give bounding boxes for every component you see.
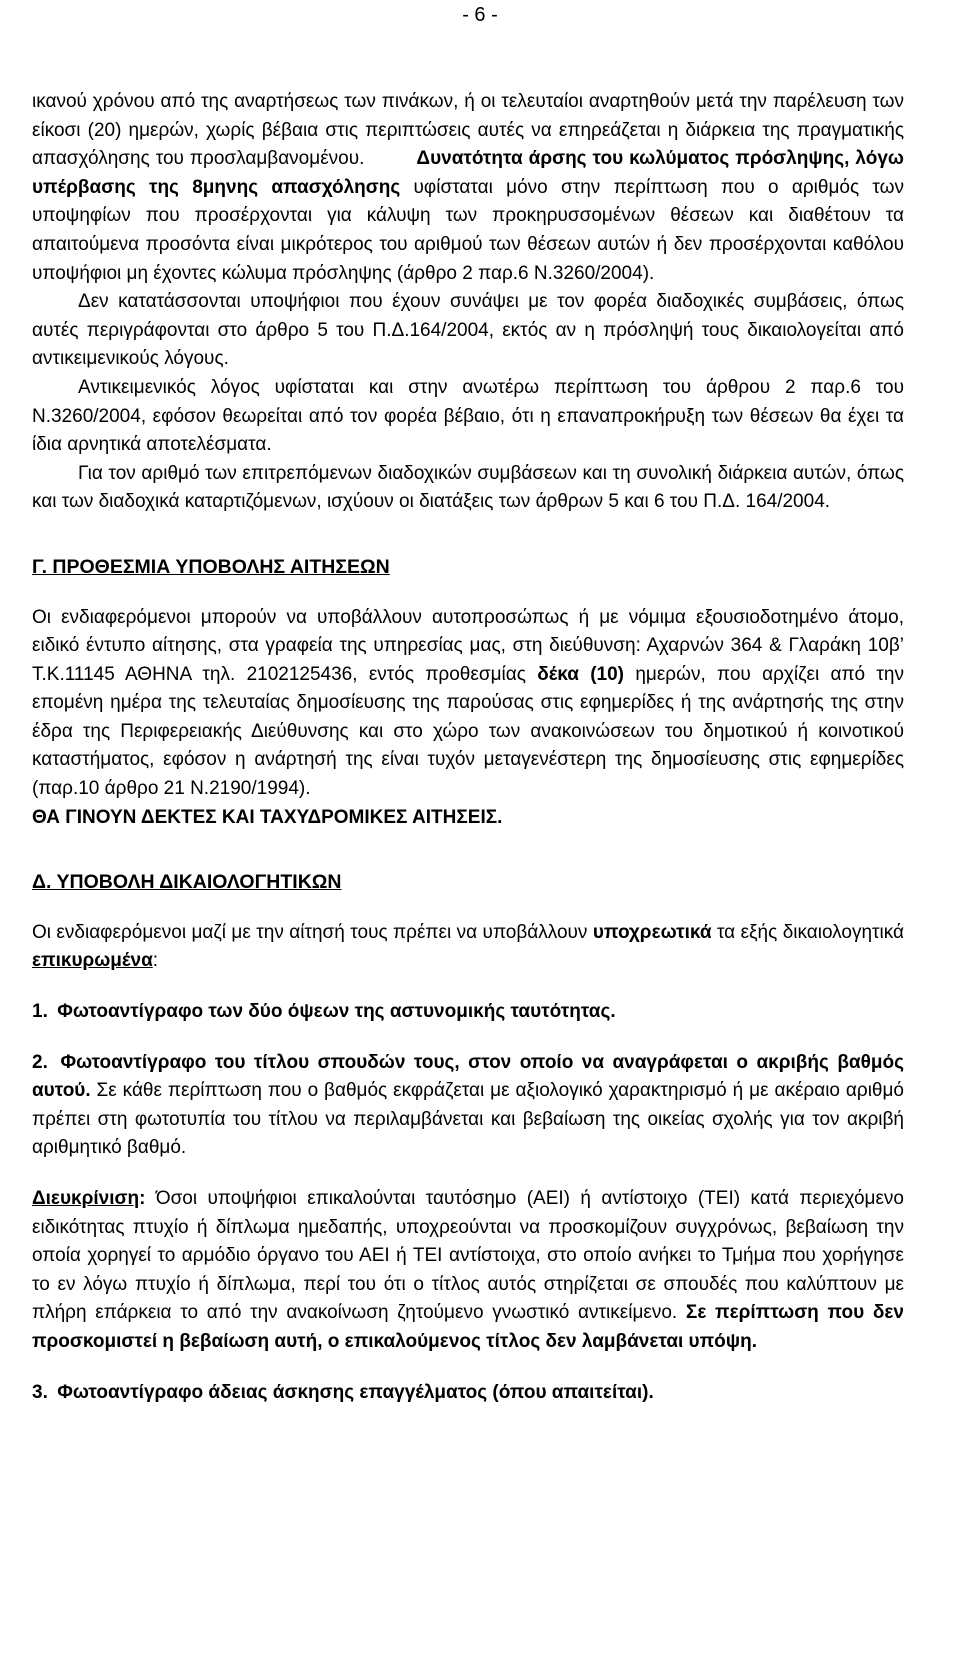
paragraph-text: Σε κάθε περίπτωση που ο βαθμός εκφράζεται με αξιολογικό χαρακτηρισμό ή με ακέραιο αριθμό πρέπει στη φωτοτυπία του τίτλου να περιλαμβάνεται και βεβαίωση της οικείας σχολής για τον ακριβή αριθμητικό βαθμό. (32, 1080, 904, 1159)
paragraph-text: ικανού χρόνου από της αναρτήσεως των πινάκων, ή οι τελευταίοι αναρτηθούν μετά την παρέλευση των είκοσι (20) ημερών, χωρίς βέβαια στις περιπτώσεις αυτές να επηρεάζεται η διάρκεια της πραγματικής απασχόλησης του προσλαμβανομένου. (32, 91, 904, 170)
list-item-text: Φωτοαντίγραφο άδειας άσκησης επαγγέλματος (όπου απαιτείται). (57, 1381, 654, 1403)
postal-applications-notice: ΘΑ ΓΙΝΟΥΝ ΔΕΚΤΕΣ ΚΑΙ ΤΑΧΥΔΡΟΜΙΚΕΣ ΑΙΤΗΣΕΙΣ. (32, 806, 503, 828)
paragraph-objective-reason: Αντικειμενικός λόγος υφίσταται και στην ανωτέρω περίπτωση του άρθρου 2 παρ.6 του Ν.3260/2004, εφόσον θεωρείται από τον φορέα βέβαιο, ότι η επαναπροκήρυξη των θέσεων θα έχει τα ίδια αρνητικά αποτελέσματα. (32, 376, 904, 456)
list-item-number: 2. (32, 1051, 48, 1073)
paragraph-text: Οι ενδιαφερόμενοι μπορούν να υποβάλλουν αυτοπροσώπως ή με νόμιμα εξουσιοδοτημένο άτομο, ειδικό έντυπο αίτησης, στα γραφεία της υπηρεσίας μας, στη διεύθυνση: Αχαρνών 364 & Γλαράκη 10β’ Τ.Κ.11145 ΑΘΗΝΑ τηλ. 2102125436, εντός προθεσμίας (32, 606, 904, 685)
paragraph-contract-limits: Για τον αριθμό των επιτρεπόμενων διαδοχικών συμβάσεων και τη συνολική διάρκεια αυτών, όπως και των διαδοχικά καταρτιζόμενων, ισχύουν οι διατάξεις των άρθρων 5 και 6 του Π.Δ. 164/2004. (32, 462, 904, 513)
paragraph-submission-deadline (32, 604, 904, 804)
bold-phrase: Σε περίπτωση που δεν προσκομιστεί η βεβαίωση αυτή, ο επικαλούμενος τίτλος δεν λαμβάνεται υπόψη. (32, 1302, 904, 1352)
deadline-days: δέκα (10) (537, 663, 625, 685)
certified-word: επικυρωμένα (32, 950, 153, 972)
paragraph-successive-contracts: Δεν κατατάσσονται υποψήφιοι που έχουν συνάψει με τον φορέα διαδοχικές συμβάσεις, όπως αυτές περιγράφονται στο άρθρο 5 του Π.Δ.164/2004, εκτός αν η πρόσληψή τους δικαιολογείται από αντικειμενικούς λόγους. (32, 291, 904, 370)
paragraph-text: ημερών, που αρχίζει από την επομένη ημέρα της τελευταίας δημοσίευσης της παρούσας στις εφημερίδες ή της ανάρτησής της στην έδρα της Περιφερειακής Διεύθυνσης και στο χώρο των ανακοινώσεων του δημοτικού ή κοινοτικού καταστήματος, εφόσον η ανάρτησή της είναι τυχόν μεταγενέστερη της δημοσίευσης στις εφημερίδες (παρ.10 άρθρο 21 Ν.2190/1994). (32, 663, 904, 800)
paragraph-text: τα εξής δικαιολογητικά (711, 921, 905, 943)
document-body (32, 88, 904, 1407)
paragraph-documents-intro (32, 919, 904, 976)
section-heading-deadline: Γ. ΠΡΟΘΕΣΜΙΑ ΥΠΟΒΟΛΗΣ ΑΙΤΗΣΕΩΝ (32, 555, 390, 578)
list-item-3 (32, 1379, 904, 1408)
section-heading-documents: Δ. ΥΠΟΒΟΛΗ ΔΙΚΑΙΟΛΟΓΗΤΙΚΩΝ (32, 871, 342, 894)
list-item-1 (32, 998, 904, 1027)
paragraph-text: υφίσταται μόνο στην περίπτωση που ο αριθμός των υποψηφίων που προσέρχονται για κάλυψη των προκηρυσσομένων θέσεων και διαθέτουν τα απαιτούμενα προσόντα είναι μικρότερος του αριθμού των θέσεων αυτών ή δεν προσέρχονται καθόλου υποψήφιοι μη έχοντες κώλυμα πρόσληψης (άρθρο 2 παρ.6 Ν.3260/2004). (32, 176, 904, 284)
paragraph-continuation (32, 88, 904, 288)
list-item-text: Φωτοαντίγραφο του τίτλου σπουδών τους, στον οποίο να αναγράφεται ο ακριβής βαθμός αυτού. (32, 1051, 904, 1102)
page-number: - 6 - (462, 4, 498, 26)
clarification-colon: : (139, 1188, 146, 1209)
list-item-number: 1. (32, 1001, 48, 1023)
list-item-2 (32, 1049, 904, 1163)
mandatory-word: υποχρεωτικά (592, 921, 712, 943)
clarification-label: Διευκρίνιση (32, 1188, 140, 1209)
bold-phrase: Δυνατότητα άρσης του κωλύματος πρόσληψης, λόγω υπέρβασης της 8μηνης απασχόλησης (32, 148, 904, 198)
paragraph-text: : (152, 950, 159, 972)
paragraph-text: Οι ενδιαφερόμενοι μαζί με την αίτησή τους πρέπει να υποβάλλουν (32, 921, 593, 943)
list-item-text: Φωτοαντίγραφο των δύο όψεων της αστυνομικής ταυτότητας. (57, 1001, 616, 1023)
paragraph-clarification (32, 1185, 904, 1357)
list-item-number: 3. (32, 1381, 48, 1403)
paragraph-text: Όσοι υποψήφιοι επικαλούνται ταυτόσημο (ΑΕΙ) ή αντίστοιχο (ΤΕΙ) κατά περιεχόμενο ειδικότητας πτυχίο ή δίπλωμα ημεδαπής, υποχρεούνται να προσκομίζουν συγχρόνως, βεβαίωση την οποία χορηγεί το αρμόδιο όργανο του ΑΕΙ ή ΤΕΙ αντίστοιχα, στο οποίο ανήκει το Τμήμα που χορήγησε το εν λόγω πτυχίο ή δίπλωμα, περί του ότι ο τίτλος αυτός στηρίζεται σε σπουδές που καλύπτουν με πλήρη επάρκεια το από την ανακοίνωση ζητούμενο γνωστικό αντικείμενο. (32, 1188, 904, 1324)
